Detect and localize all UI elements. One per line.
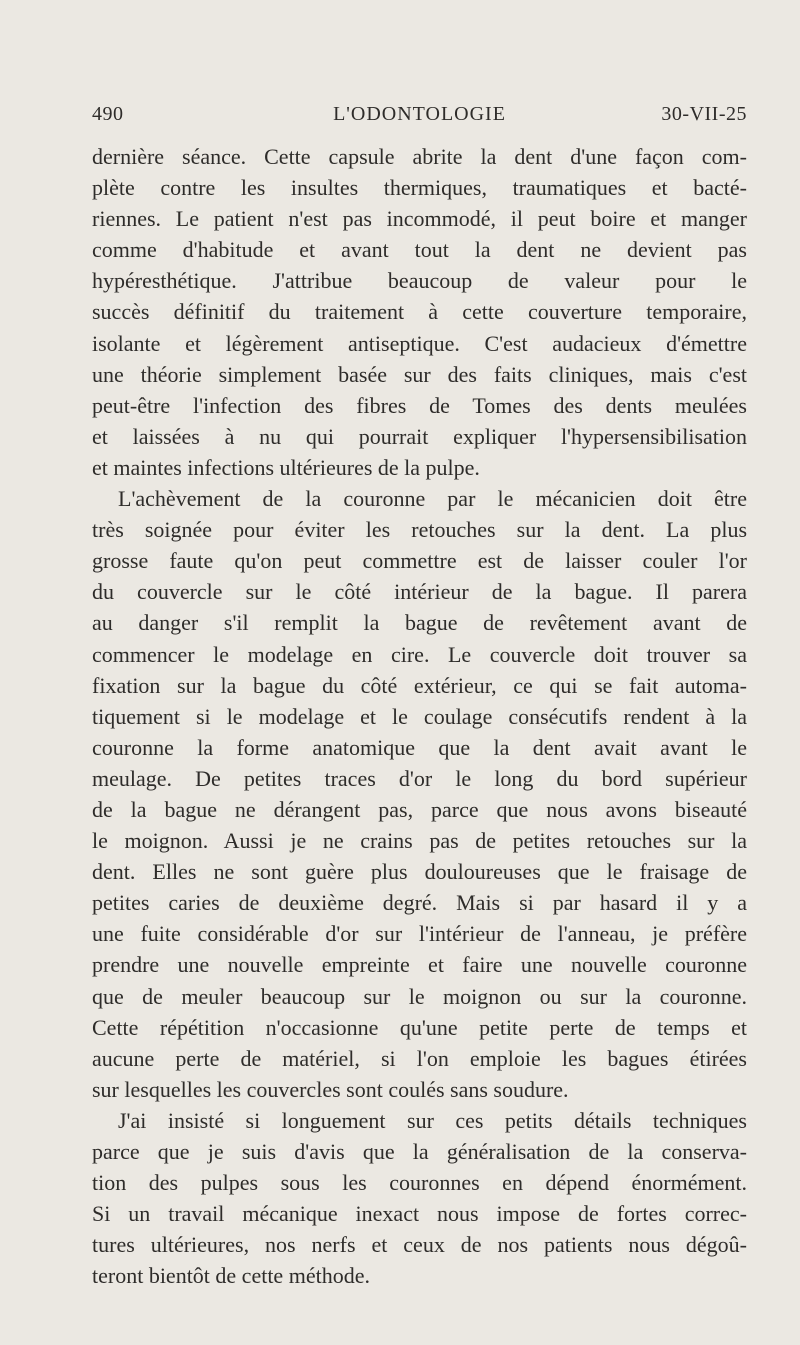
running-header bbox=[92, 103, 747, 131]
text-line: J'ai insisté si longuement sur ces petits détails techniques bbox=[118, 1107, 747, 1133]
text-line: et maintes infections ultérieures de la pulpe. bbox=[92, 454, 480, 480]
page-number: 490 bbox=[92, 103, 124, 125]
text-line: prendre une nouvelle empreinte et faire une nouvelle couronne bbox=[92, 952, 747, 978]
text-line: couronne la forme anatomique que la dent avait avant le bbox=[92, 734, 747, 760]
text-line: peut-être l'infection des fibres de Tomes des dents meulées bbox=[92, 392, 747, 418]
text-line: riennes. Le patient n'est pas incommodé, il peut boire et manger bbox=[92, 206, 747, 232]
text-line: très soignée pour éviter les retouches sur la dent. La plus bbox=[92, 517, 747, 543]
text-line: dent. Elles ne sont guère plus douloureuses que le fraisage de bbox=[92, 859, 747, 885]
text-line: isolante et légèrement antiseptique. C'est audacieux d'émettre bbox=[92, 330, 747, 356]
text-line: meulage. De petites traces d'or le long du bord supérieur bbox=[92, 765, 747, 791]
text-line: une fuite considérable d'or sur l'intérieur de l'anneau, je préfère bbox=[92, 921, 747, 947]
body-text bbox=[92, 141, 747, 1291]
text-line: hypéresthétique. J'attribue beaucoup de valeur pour le bbox=[92, 268, 747, 294]
text-line: que de meuler beaucoup sur le moignon ou sur la couronne. bbox=[92, 983, 747, 1009]
text-line: petites caries de deuxième degré. Mais si par hasard il y a bbox=[92, 890, 747, 916]
text-line: du couvercle sur le côté intérieur de la bague. Il parera bbox=[92, 579, 747, 605]
text-line: au danger s'il remplit la bague de revêtement avant de bbox=[92, 610, 747, 636]
paragraph bbox=[92, 1105, 747, 1292]
text-line: tures ultérieures, nos nerfs et ceux de nos patients nous dégoû- bbox=[92, 1232, 747, 1258]
text-line: tion des pulpes sous les couronnes en dépend énormément. bbox=[92, 1170, 747, 1196]
text-line: et laissées à nu qui pourrait expliquer l'hypersensibilisation bbox=[92, 423, 747, 449]
text-line: fixation sur la bague du côté extérieur, ce qui se fait automa- bbox=[92, 672, 747, 698]
text-line: de la bague ne dérangent pas, parce que nous avons biseauté bbox=[92, 796, 747, 822]
text-line: Cette répétition n'occasionne qu'une petite perte de temps et bbox=[92, 1014, 747, 1040]
journal-title: L'ODONTOLOGIE bbox=[333, 103, 506, 125]
text-line: une théorie simplement basée sur des faits cliniques, mais c'est bbox=[92, 361, 747, 387]
paragraph bbox=[92, 483, 747, 1105]
text-line: commencer le modelage en cire. Le couvercle doit trouver sa bbox=[92, 641, 747, 667]
text-line: parce que je suis d'avis que la généralisation de la conserva- bbox=[92, 1139, 747, 1164]
text-line: succès définitif du traitement à cette couverture temporaire, bbox=[92, 299, 747, 325]
text-line: aucune perte de matériel, si l'on emploie les bagues étirées bbox=[92, 1045, 747, 1071]
text-line: Si un travail mécanique inexact nous impose de fortes correc- bbox=[92, 1201, 747, 1227]
text-line: comme d'habitude et avant tout la dent ne devient pas bbox=[92, 237, 747, 263]
issue-date: 30-VII-25 bbox=[661, 103, 747, 125]
paragraph bbox=[92, 141, 747, 483]
text-line: plète contre les insultes thermiques, traumatiques et bacté- bbox=[92, 175, 747, 201]
text-line: dernière séance. Cette capsule abrite la dent d'une façon com- bbox=[92, 144, 747, 169]
text-line: L'achèvement de la couronne par le mécanicien doit être bbox=[118, 486, 747, 512]
text-line: sur lesquelles les couvercles sont coulés sans soudure. bbox=[92, 1076, 569, 1102]
text-line: grosse faute qu'on peut commettre est de laisser couler l'or bbox=[92, 548, 747, 574]
text-line: tiquement si le modelage et le coulage consécutifs rendent à la bbox=[92, 703, 747, 729]
text-line: le moignon. Aussi je ne crains pas de petites retouches sur la bbox=[92, 828, 747, 854]
text-line: teront bientôt de cette méthode. bbox=[92, 1263, 370, 1289]
